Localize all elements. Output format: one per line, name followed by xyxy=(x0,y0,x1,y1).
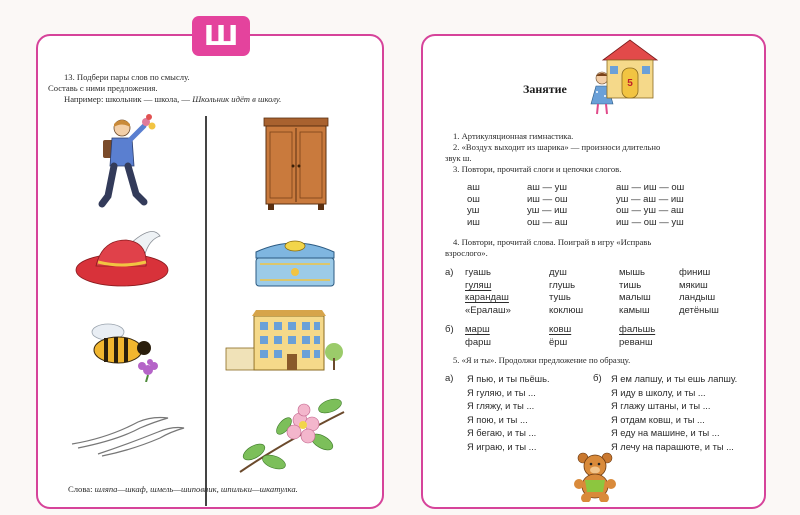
syllable: уш xyxy=(467,205,480,216)
sentence: Я еду на машине, и ты ... xyxy=(611,428,720,439)
word: ёрш xyxy=(549,336,568,348)
teddy-bear-icon xyxy=(573,452,617,502)
word: марш xyxy=(465,324,490,335)
word: гуашь xyxy=(465,267,491,278)
sentence: Я пью, и ты пьёшь. xyxy=(467,374,550,384)
instruction-4: 4. Повтори, прочитай слова. Поиграй в игру «Исправь xyxy=(453,237,652,247)
task-13-title: 13. Подбери пары слов по смыслу. xyxy=(64,72,190,82)
sentence: Я глажу штаны, и ты ... xyxy=(611,401,711,412)
house-number: 5 xyxy=(627,78,633,89)
word: «Ералаш» xyxy=(465,304,511,316)
wardrobe-icon xyxy=(260,114,332,212)
word: тишь xyxy=(619,279,642,291)
syllable-chain: уш — иш xyxy=(527,205,568,216)
instruction-2-cont: звук ш. xyxy=(445,153,472,163)
example-prefix: Например: школьник — школа, — xyxy=(64,94,193,104)
word: камыш xyxy=(619,304,650,316)
instruction-2: 2. «Воздух выходит из шарика» — произноси длительно xyxy=(453,142,661,152)
words-a-col-2 xyxy=(549,267,583,317)
example-sentence: Школьник идёт в школу. xyxy=(192,94,282,104)
word: мышь xyxy=(619,267,645,278)
words-a-col-4 xyxy=(679,267,719,317)
word: ландыш xyxy=(679,292,716,303)
word: тушь xyxy=(549,292,571,303)
word: душ xyxy=(549,267,567,278)
words-a-col-1 xyxy=(465,267,511,317)
words-b-col-1 xyxy=(465,324,491,349)
lesson-title: Занятие xyxy=(523,82,567,96)
schoolboy-icon xyxy=(86,114,166,214)
syllable-chain: аш — иш — ош xyxy=(616,182,685,193)
word: мякиш xyxy=(679,279,708,291)
sentences-b xyxy=(611,373,737,455)
jewelry-box-icon xyxy=(250,230,340,294)
instruction-3: 3. Повтори, прочитай слоги и цепочки слогов. xyxy=(453,164,622,174)
syllable-chain: аш — уш xyxy=(527,182,568,193)
instruction-5: 5. «Я и ты». Продолжи предложение по образцу. xyxy=(453,355,631,365)
syllable: аш xyxy=(467,182,480,193)
sentence: Я иду в школу, и ты ... xyxy=(611,387,706,398)
right-page xyxy=(421,34,766,509)
word: коклюш xyxy=(549,304,584,316)
words-label: Слова: xyxy=(68,484,95,494)
task-13-subtitle: Составь с ними предложения. xyxy=(48,83,158,93)
word: ковш xyxy=(549,324,572,335)
syllable-chain: иш — ош — уш xyxy=(616,216,684,228)
instruction-4-cont: взрослого». xyxy=(445,248,488,258)
hairpins-icon xyxy=(68,414,188,458)
column-divider xyxy=(205,116,207,506)
syllable-chain: ош — аш xyxy=(527,216,568,228)
sentence: Я ем лапшу, и ты ешь лапшу. xyxy=(611,374,738,384)
school-building-icon xyxy=(224,308,344,376)
sentence: Я лечу на парашюте, и ты ... xyxy=(611,441,734,452)
group-b-label: б) xyxy=(445,324,454,335)
words-b-col-2 xyxy=(549,324,571,349)
syllables-col-2 xyxy=(527,182,568,228)
left-page xyxy=(36,19,384,509)
words-a-col-3 xyxy=(619,267,651,317)
syllable-chain: уш — аш — иш xyxy=(616,193,684,205)
word: реванш xyxy=(619,336,653,348)
word: малыш xyxy=(619,292,651,303)
rosehip-icon xyxy=(234,392,350,478)
sentence: Я играю, и ты ... xyxy=(467,441,537,452)
sentence: Я гуляю, и ты ... xyxy=(467,387,536,398)
word: глушь xyxy=(549,279,576,291)
word: финиш xyxy=(679,267,711,278)
group-a-label: а) xyxy=(445,267,454,278)
words-b-col-3 xyxy=(619,324,655,349)
sentence: Я пою, и ты ... xyxy=(467,414,528,425)
sentence: Я гляжу, и ты ... xyxy=(467,401,535,412)
letter-tab: Ш xyxy=(192,16,250,56)
word: карандаш xyxy=(465,292,509,303)
hat-icon xyxy=(74,226,174,296)
sentences-b-label: б) xyxy=(593,373,602,384)
word: детёныш xyxy=(679,304,719,316)
syllable-chain: иш — ош xyxy=(527,193,568,205)
words-line xyxy=(68,484,298,495)
syllable-chain: ош — уш — аш xyxy=(616,205,684,216)
house-icon xyxy=(601,38,659,100)
syllables-col-1 xyxy=(467,182,480,228)
syllable: ош xyxy=(467,193,480,205)
word: гуляш xyxy=(465,279,492,291)
word: фарш xyxy=(465,336,492,348)
words-list: шляпа—шкаф, шмель—шиповник, шпильки—шкатулка. xyxy=(94,484,298,494)
sentences-a-label: а) xyxy=(445,373,454,384)
sentence: Я отдам ковш, и ты ... xyxy=(611,414,705,425)
bumblebee-icon xyxy=(78,320,164,382)
instruction-1: 1. Артикуляционная гимнастика. xyxy=(453,131,574,141)
syllables-col-3 xyxy=(616,182,684,228)
sentences-a xyxy=(467,373,550,455)
sentence: Я бегаю, и ты ... xyxy=(467,428,537,439)
word: фальшь xyxy=(619,324,656,335)
syllable: иш xyxy=(467,216,480,228)
task-13-example xyxy=(64,94,281,105)
